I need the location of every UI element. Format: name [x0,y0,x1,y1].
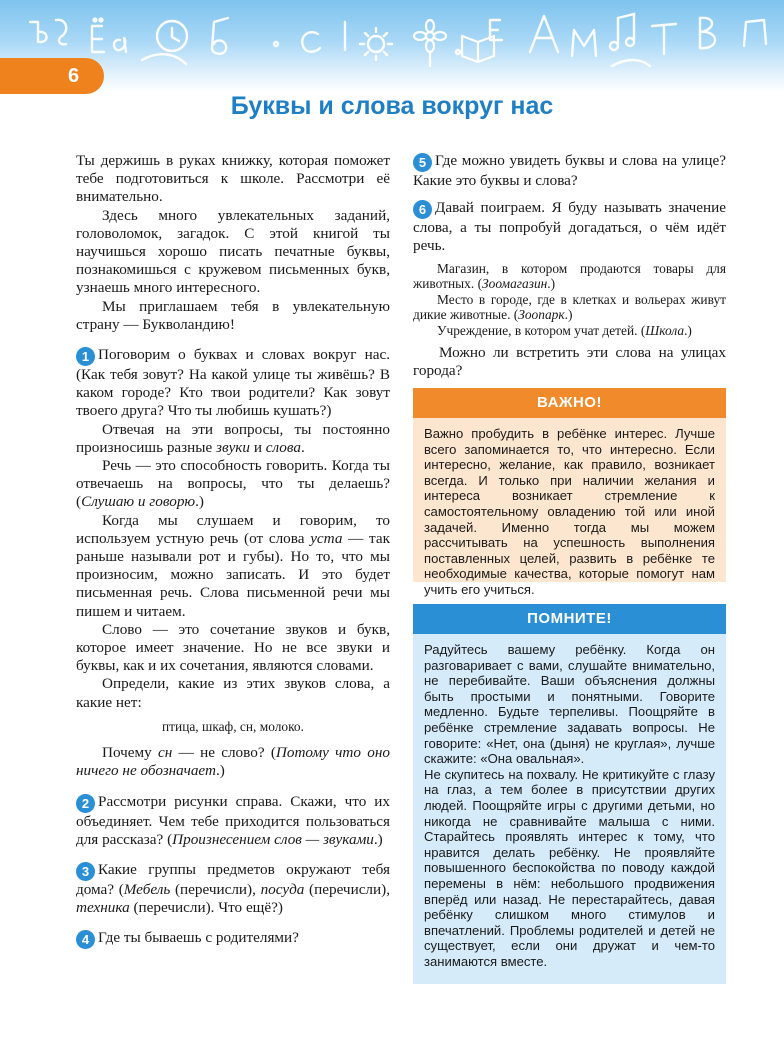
question-5-text: Где можно увидеть буквы и слова на улице? Какие это буквы и слова? [413,152,726,189]
text-run: — не слово? ( [172,744,276,762]
question-2 [76,793,390,849]
letter-doodles-decoration [0,0,784,92]
right-column [413,152,726,380]
italic-run: Школа [645,322,685,338]
intro-paragraph-3: Мы приглашаем тебя в увлекательную страну — Букволандию! [76,297,390,333]
italic-run: Потому что оно ничего не обозначает [76,744,390,780]
text-run: Рассмотри рисунки справа. Скажи, что их объединяет. Чем тебе приходится пользоваться для рассказа? ( [76,792,390,848]
italic-run: Зоопарк [518,307,565,323]
remember-box [413,604,726,984]
remember-box-text-2: Не скупитесь на похвалу. Не критикуйте с глазу на глаз, а тем более в присутствии других людей. Поощряйте игры с другими детьми, но никогда не сравнивайте малыша с ними. Старайтесь проявлять интерес к тому, что нравится делать ребёнку. Не проявляйте повышенного беспокойства по поводу каждой перемены в нём: небольшого продвижения вперёд или назад. Не перестарайтесь, давая ребёнку слишком много стимулов и впечатлений. Проблемы родителей и детей не существует, если они дружат и чем-то занимаются вместе. [424,766,715,969]
question-number-badge: 1 [76,347,95,366]
text-run: .) [684,322,692,338]
text-run: Какие группы предметов окружают тебя дома? ( [76,860,390,898]
text-run: (перечисли), [304,880,390,898]
important-box-title: ВАЖНО! [413,388,726,418]
question-1-text: Поговорим о буквах и словах вокруг нас. (Как тебя зовут? На какой улице ты живёшь? В каком городе? Кто твои родители? Как зовут твоего друга? Что ты любишь кушать?) [76,346,390,420]
question-4-text: Где ты бываешь с родителями? [98,929,299,947]
question-1 [76,346,390,421]
text-run: (перечисли). Что ещё?) [129,899,283,917]
riddle-2 [413,292,726,323]
italic-run: Произнесением слов — звуками [172,830,374,848]
text-run: — так раньше называли рот и губы). Но то, что мы произносим, можно записать. И это будет письменная речь. Слова письменной речи мы пишем и читаем. [76,529,390,620]
text-run: и [250,438,266,456]
italic-run: уста [310,529,343,547]
text-run: Почему [102,744,159,762]
italic-run: посуда [260,880,305,898]
text-run: . [300,438,305,456]
question-1-paragraph-5: Определи, какие из этих звуков слова, а какие нет: [76,675,390,711]
question-3 [76,861,390,917]
important-box-body [413,418,726,597]
question-6-final: Можно ли встретить эти слова на улицах города? [413,343,726,379]
question-number-badge: 3 [76,862,95,881]
text-run: Отвечая на эти вопросы, ты постоянно произносишь разные [76,420,390,456]
remember-box-body [413,634,726,984]
text-run: .) [373,830,383,848]
page-title: Буквы и слова вокруг нас [230,92,554,120]
page-number: 6 [68,65,80,87]
italic-run: слова [265,438,301,456]
question-1-paragraph-2 [76,457,390,512]
text-run: (перечисли), [170,880,261,898]
remember-box-text-1: Радуйтесь вашему ребёнку. Когда он разговаривает с вами, слушайте внимательно, не перебивайте. Ваши объяснения должны быть простыми и понятными. Говорите медленно. Будьте терпеливы. Поощряйте в ребёнке стремление задавать вопросы. Не говорите: «Нет, она (дыня) не круглая», лучше скажите: «Она овальная». [424,642,715,767]
question-1-paragraph-3 [76,512,390,621]
text-run: Речь — это способность говорить. Когда ты отвечаешь на вопросы, что ты делаешь? ( [76,457,390,511]
question-1-paragraph-6 [76,744,390,780]
italic-run: техника [76,899,130,917]
question-number-badge: 5 [413,153,432,172]
flower-doodle-icon [414,20,446,66]
text-run: Место в городе, где в клетках и вольерах живут дикие животные. ( [413,291,726,323]
italic-run: Мебель [123,880,171,898]
word-list: птица, шкаф, сн, молоко. [162,718,304,734]
question-6-text: Давай поиграем. Я буду называть значение слова, а ты попробуй догадаться, о чём идёт речь. [413,199,726,255]
text-run: .) [547,276,556,292]
header-decoration [0,0,784,92]
text-run: Когда мы слушаем и говорим, то используем устную речь (от слова [76,511,390,547]
remember-box-title: ПОМНИТЕ! [413,604,726,634]
text-run: .) [195,493,204,511]
page-number-tab [0,58,104,94]
question-1-paragraph-1 [76,421,390,457]
text-run: Магазин, в котором продаются товары для животных. ( [413,260,726,292]
text-run: .) [564,307,573,323]
question-number-badge: 4 [76,930,95,949]
italic-run: Слушаю и говорю [81,493,196,511]
question-number-badge: 6 [413,200,432,219]
intro-paragraph-2: Здесь много увлекательных заданий, головоломок, загадок. С этой книгой ты научишься хорошо писать печатные буквы, познакомишься с кружевом письменных букв, узнаешь много интересного. [76,206,390,297]
clock-doodle-icon [157,21,187,51]
question-4 [76,929,390,949]
question-5 [413,152,726,190]
question-number-badge: 2 [76,794,95,813]
important-box-text: Важно пробудить в ребёнке интерес. Лучше всего запоминается то, что интересно. Если интересно, желание, как правило, возникает всегда. И только при наличии желания и интереса возникает стремление к самостоятельному овладению той или иной задачей. Именно тогда мы можем рассчитывать на успешность выполнения поставленных целей, развить в ребёнке те необходимые качества, которые помогут нам учить его учиться. [424,426,715,597]
italic-run: Зоомагазин [482,276,548,292]
italic-run: звуки [216,438,251,456]
italic-run: сн [158,744,173,762]
riddle-3 [413,323,726,339]
important-box [413,388,726,597]
question-6 [413,199,726,255]
music-note-icon [610,14,634,50]
left-column [76,152,390,949]
intro-paragraph-1: Ты держишь в руках книжку, которая поможет тебе подготовиться к школе. Рассмотри её внимательно. [76,152,390,206]
riddle-1 [413,261,726,292]
text-run: .) [215,762,225,780]
text-run: Учреждение, в котором учат детей. ( [437,322,646,338]
sun-doodle-icon [360,28,392,60]
question-1-paragraph-4: Слово — это сочетание звуков и букв, которое имеет значение. Но не все звуки и буквы, как и их сочетания, являются словами. [76,620,390,675]
